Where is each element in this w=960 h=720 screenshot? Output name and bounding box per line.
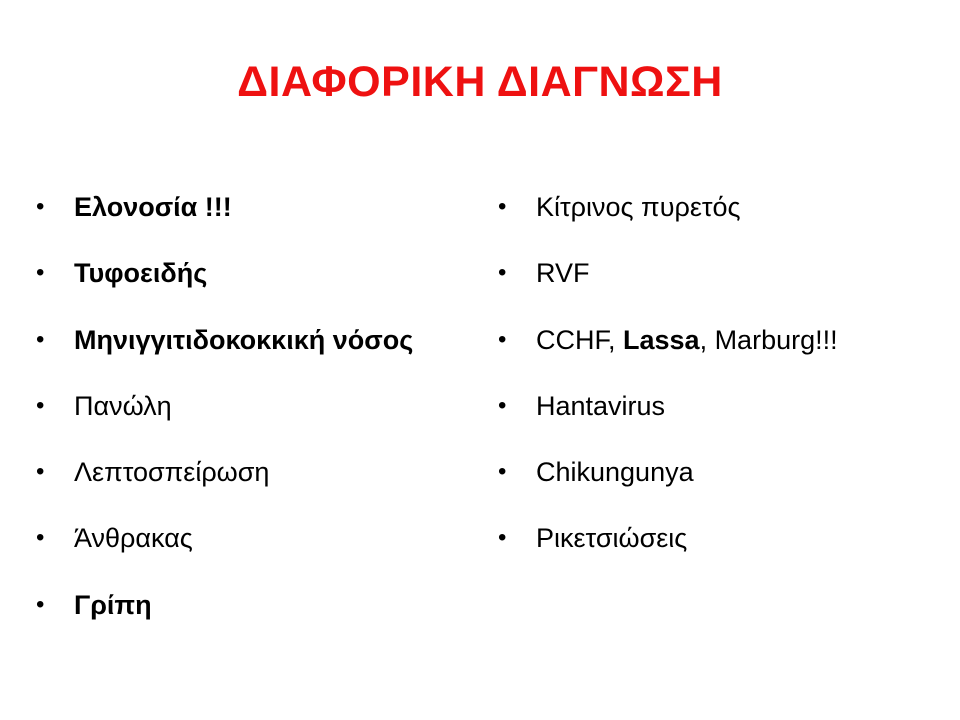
list-item <box>498 318 928 384</box>
list-item <box>36 384 476 450</box>
slide-title: ΔΙΑΦΟΡΙΚΗ ΔΙΑΓΝΩΣΗ <box>237 58 723 106</box>
list-item-label: Πανώλη <box>74 390 172 421</box>
list-item <box>498 251 928 317</box>
list-item <box>36 251 476 317</box>
bullet-icon: • <box>36 193 45 220</box>
bullet-icon: • <box>498 391 507 419</box>
list-item-label-bold-part: Lassa <box>623 324 700 355</box>
list-item <box>36 318 476 384</box>
list-item-label: Μηνιγγιτιδοκοκκική νόσος <box>74 324 414 355</box>
list-item-label: Ελονοσία !!! <box>74 192 232 222</box>
list-item <box>498 516 928 582</box>
list-item-label-part: , Marburg!!! <box>699 324 838 355</box>
bullet-icon: • <box>498 193 507 220</box>
list-item-label: RVF <box>536 258 590 289</box>
list-item-label: Άνθρακας <box>74 523 193 554</box>
list-item-label: Τυφοειδής <box>74 258 208 289</box>
list-item-label: Γρίπη <box>74 589 152 620</box>
list-item-label: Chikungunya <box>536 457 694 488</box>
list-item <box>498 185 928 251</box>
bullet-icon: • <box>36 259 45 287</box>
list-item <box>498 384 928 450</box>
bullet-icon: • <box>36 325 45 353</box>
bullet-icon: • <box>498 259 507 287</box>
list-item-label: Hantavirus <box>536 390 666 421</box>
left-bullet-list <box>36 185 476 649</box>
list-item <box>498 450 928 516</box>
bullet-icon: • <box>36 458 45 486</box>
list-item-label: Ρικετσιώσεις <box>536 523 688 554</box>
list-item-label-part: CCHF, <box>536 324 623 355</box>
right-bullet-list <box>498 185 928 583</box>
list-item <box>36 185 476 251</box>
list-item <box>36 516 476 582</box>
list-item-label: Λεπτοσπείρωση <box>74 457 270 488</box>
list-item-label: Κίτρινος πυρετός <box>536 192 741 222</box>
list-item <box>36 450 476 516</box>
bullet-icon: • <box>498 458 507 486</box>
bullet-icon: • <box>36 524 45 552</box>
bullet-icon: • <box>36 590 45 618</box>
list-item <box>36 583 476 649</box>
bullet-icon: • <box>498 325 507 353</box>
bullet-icon: • <box>498 524 507 552</box>
bullet-icon: • <box>36 391 45 419</box>
